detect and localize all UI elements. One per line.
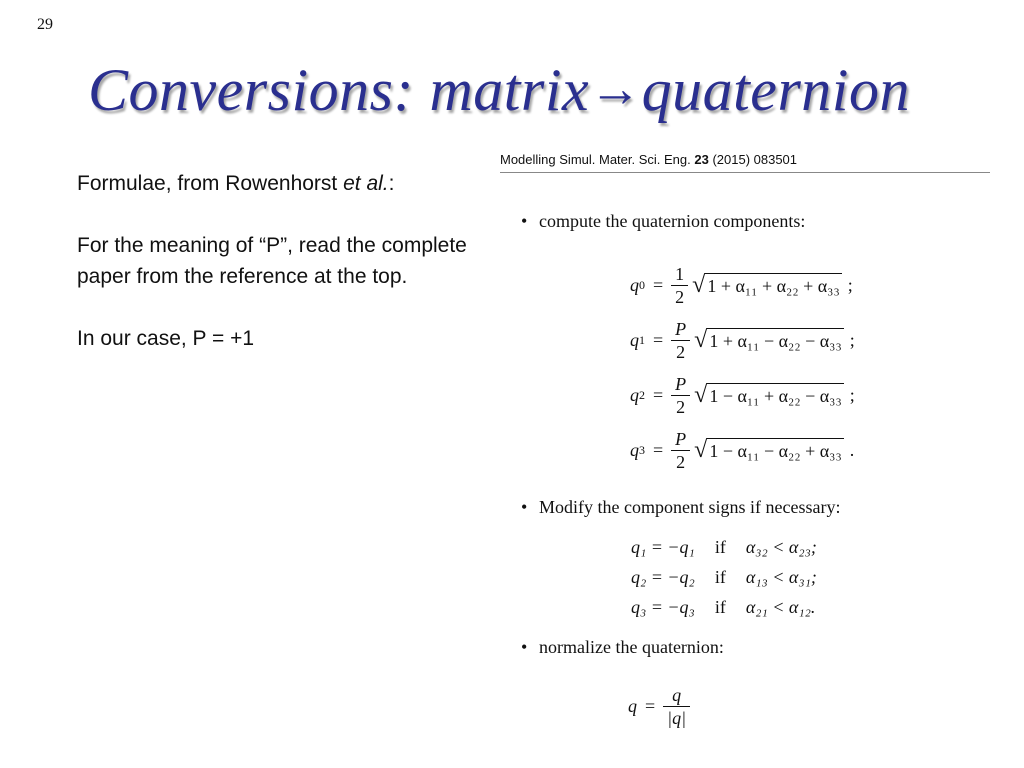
source-note: [77, 168, 487, 199]
radical-icon: √: [694, 437, 708, 463]
normalize-lhs: q: [628, 696, 637, 716]
radical-icon: √: [694, 327, 708, 353]
reference-volume: 23: [694, 152, 709, 167]
title-prefix: Conversions: matrix: [88, 57, 590, 123]
radical-icon: √: [694, 382, 708, 408]
square-root: [694, 438, 844, 462]
paper-reference: [500, 152, 990, 173]
equals-sign: =: [653, 384, 664, 405]
equals-sign: =: [653, 439, 664, 460]
eq-var: q: [630, 329, 639, 350]
bullet-normalize: [521, 637, 724, 658]
reference-journal: Modelling Simul. Mater. Sci. Eng.: [500, 152, 695, 167]
sign-rule-if: if: [714, 597, 726, 617]
fraction-denominator: 2: [671, 340, 690, 363]
source-note-colon: :: [388, 172, 395, 195]
sign-rule-q1: [631, 537, 817, 563]
bullet-compute: [521, 211, 805, 232]
source-note-etal: et al.: [343, 172, 389, 195]
eq-var: q: [630, 439, 639, 460]
equation-q1: q 1 = $\frac{P}{2}$ √ 1 + α₁₁ − α₂₂ − α₃₃ ;: [630, 318, 855, 362]
eq-var: q: [630, 384, 639, 405]
bullet-dot-icon: •: [521, 497, 528, 517]
radical-icon: √: [692, 272, 706, 298]
bullet-normalize-text: normalize the quaternion:: [539, 637, 724, 657]
fraction: [673, 318, 688, 363]
fraction: [673, 373, 688, 418]
meaning-note: For the meaning of “P”, read the complete paper from the reference at the top.: [77, 234, 467, 288]
title-suffix: quaternion: [641, 57, 910, 123]
fraction-numerator: P: [675, 318, 687, 339]
sign-rule-q3: [631, 597, 815, 623]
eq-punct: ;: [849, 384, 855, 405]
fraction: [673, 428, 688, 473]
normalize-equation: [628, 684, 690, 729]
equation-q2: q 2 = $\frac{P}{2}$ √ 1 − α₁₁ + α₂₂ − α₃₃ ;: [630, 373, 855, 417]
square-root: [692, 273, 842, 297]
radicand: 1 + α₁₁ − α₂₂ − α₃₃: [707, 328, 843, 352]
radicand: 1 − α₁₁ − α₂₂ + α₃₃: [707, 438, 843, 462]
sign-rule-lhs: q₃ = −q₃: [631, 597, 695, 617]
slide-title: [88, 56, 910, 125]
fraction-numerator: 1: [675, 263, 685, 284]
equals-sign: =: [645, 696, 656, 716]
eq-punct: ;: [849, 329, 855, 350]
equals-sign: =: [653, 329, 664, 350]
sign-rule-q2: [631, 567, 817, 593]
equation-q0: q 0 = $\frac{1}{2}$ √ 1 + α₁₁ + α₂₂ + α₃₃ ;: [630, 263, 853, 307]
sign-rule-condition: α₁₃ < α₃₁;: [745, 567, 817, 587]
sign-rule-lhs: q₂ = −q₂: [631, 567, 695, 587]
equation-q3: q 3 = $\frac{P}{2}$ √ 1 − α₁₁ − α₂₂ + α₃₃ .: [630, 428, 855, 472]
sign-rule-if: if: [714, 537, 726, 557]
bullet-compute-text: compute the quaternion components:: [539, 211, 806, 231]
bullet-modify: [521, 497, 840, 518]
radicand: 1 − α₁₁ + α₂₂ − α₃₃: [707, 383, 843, 407]
eq-punct: .: [849, 439, 855, 460]
normalize-fraction: [665, 684, 688, 729]
right-arrow-icon: →: [589, 61, 642, 118]
slide-number: 29: [37, 16, 53, 33]
sign-rule-if: if: [714, 567, 726, 587]
eq-punct: ;: [847, 274, 853, 295]
fraction-numerator: P: [675, 428, 687, 449]
sign-rule-condition: α₂₁ < α₁₂.: [745, 597, 816, 617]
eq-var: q: [630, 274, 639, 295]
radicand: 1 + α₁₁ + α₂₂ + α₃₃: [705, 273, 841, 297]
fraction-denominator: 2: [671, 285, 688, 308]
source-note-text: Formulae, from Rowenhorst: [77, 172, 344, 195]
fraction-denominator: |q|: [663, 706, 690, 729]
left-notes: [77, 168, 487, 385]
fraction-numerator: q: [672, 685, 682, 705]
square-root: [694, 383, 844, 407]
sign-rule-lhs: q₁ = −q₁: [631, 537, 695, 557]
fraction-denominator: 2: [671, 450, 690, 473]
bullet-dot-icon: •: [521, 211, 528, 231]
fraction: [673, 263, 686, 308]
sign-rule-condition: α₃₂ < α₂₃;: [745, 537, 817, 557]
bullet-dot-icon: •: [521, 637, 528, 657]
equals-sign: =: [653, 274, 664, 295]
case-note: In our case, P = +1: [77, 327, 255, 350]
fraction-numerator: P: [675, 373, 687, 394]
fraction-denominator: 2: [671, 395, 690, 418]
square-root: [694, 328, 844, 352]
reference-rest: (2015) 083501: [708, 152, 798, 167]
bullet-modify-text: Modify the component signs if necessary:: [539, 497, 841, 517]
